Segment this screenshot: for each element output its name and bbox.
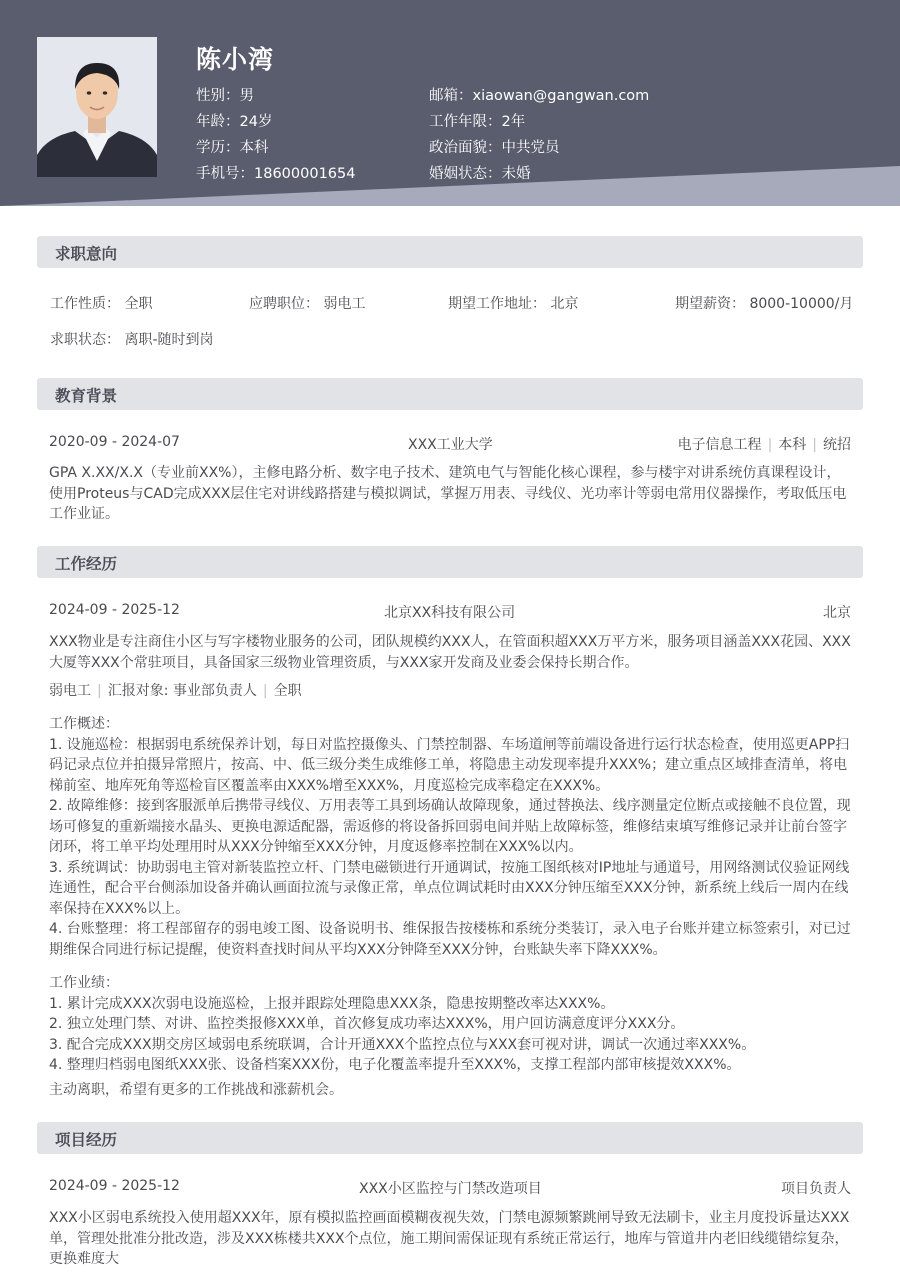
candidate-name: 陈小湾 <box>196 45 275 74</box>
work-period: 2024-09 - 2025-12 <box>49 602 180 618</box>
company-name: 北京XX科技有限公司 <box>384 605 516 621</box>
enrollment-type: 统招 <box>823 437 851 453</box>
education-meta <box>678 434 851 454</box>
achievement-item: 1. 累计完成XXX次弱电设施巡检，上报并跟踪处理隐患XXX条，隐患按期整改率达XXX%。 <box>49 995 615 1012</box>
duty-item: 3. 系统调试：协助弱电主管对新装监控立杆、门禁电磁锁进行开通调试，按施工图纸核对IP地址与通道号，用网络测试仪验证网线连通性，配合平台侧添加设备并确认画面拉流与录像正常，单点位调试耗时由XXX分钟压缩至XXX分钟，新系统上线后一周内在线率保持在XXX%以上。 <box>49 859 850 917</box>
work-role-meta <box>49 680 302 700</box>
separator: | <box>97 683 102 699</box>
company-description: XXX物业是专注商住小区与写字楼物业服务的公司，团队规模约XXX人，在管面积超XXX万平方米，服务项目涵盖XXX花园、XXX大厦等XXX个常驻项目，具备国家三级物业管理资质，与XXX家开发商及业委会保持长期合作。 <box>49 634 851 671</box>
section-job-intent <box>37 236 863 268</box>
education-period: 2020-09 - 2024-07 <box>49 434 180 450</box>
project-role: 项目负责人 <box>781 1181 851 1197</box>
profile-photo <box>37 37 157 177</box>
job-location: 期望工作地址： 北京 <box>448 296 579 312</box>
job-nature: 工作性质： 全职 <box>50 296 153 312</box>
leave-reason: 主动离职，希望有更多的工作挑战和涨薪机会。 <box>49 1082 343 1098</box>
project-description: XXX小区弱电系统投入使用超XXX年，原有模拟监控画面模糊夜视失效，门禁电源频繁跳闸导致无法刷卡，业主月度投诉量达XXX单，管理处批准分批改造，涉及XXX栋楼共XXX个点位，施工期间需保证现有系统正常运行，地库与管道井内老旧线缆错综复杂，更换难度大 <box>49 1210 850 1267</box>
job-status: 求职状态： 离职-随时到岗 <box>50 332 214 348</box>
section-title: 项目经历 <box>55 1131 118 1149</box>
duty-item: 4. 台账整理：将工程部留存的弱电竣工图、设备说明书、维保报告按楼栋和系统分类装订，录入电子台账并建立标签索引，对已过期维保合同进行标记提醒，使资料查找时间从平均XXX分钟降至XXX分钟，台账缺失率下降XXX%。 <box>49 921 851 958</box>
resume-header <box>0 0 900 206</box>
work-achievement-block <box>49 973 853 1076</box>
work-city: 北京 <box>823 605 851 621</box>
age: 年龄：24岁 <box>196 114 273 130</box>
overview-label: 工作概述： <box>49 716 119 732</box>
section-title: 教育背景 <box>55 387 118 405</box>
report-to: 汇报对象: 事业部负责人 <box>107 683 257 699</box>
project-name: XXX小区监控与门禁改造项目 <box>359 1181 542 1197</box>
job-position: 应聘职位： 弱电工 <box>249 296 366 312</box>
political-status: 政治面貌：中共党员 <box>429 140 560 156</box>
role: 弱电工 <box>49 683 91 699</box>
section-title: 工作经历 <box>55 555 118 573</box>
expected-salary: 期望薪资： 8000-10000/月 <box>675 296 854 312</box>
job-type: 全职 <box>273 683 302 699</box>
project-period: 2024-09 - 2025-12 <box>49 1178 180 1194</box>
section-work <box>37 546 863 578</box>
major: 电子信息工程 <box>677 437 762 453</box>
education-level: 学历：本科 <box>196 140 269 156</box>
separator: | <box>812 437 817 453</box>
duty-item: 2. 故障维修：接到客服派单后携带寻线仪、万用表等工具到场确认故障现象，通过替换法、线序测量定位断点或接触不良位置，现场可修复的重新端接水晶头、更换电源适配器，需返修的将设备拆回弱电间并贴上故障标签，维修结束填写维修记录并让前台签字闭环，将工单平均处理用时从XXX分钟缩至XXX分钟，月度返修率控制在XXX%以内。 <box>49 798 851 855</box>
achievement-item: 3. 配合完成XXX期交房区域弱电系统联调，合计开通XXX个监控点位与XXX套可视对讲，调试一次通过率XXX%。 <box>49 1036 756 1053</box>
separator: | <box>262 683 268 699</box>
separator: | <box>767 437 773 453</box>
work-overview-block <box>49 714 853 960</box>
section-project <box>37 1122 863 1154</box>
gender: 性别：男 <box>196 88 254 104</box>
phone: 手机号：18600001654 <box>196 166 356 182</box>
section-title: 求职意向 <box>55 245 118 263</box>
achievement-item: 4. 整理归档弱电图纸XXX张、设备档案XXX份，电子化覆盖率提升至XXX%，支撑工程部内部审核提效XXX%。 <box>49 1057 741 1073</box>
school-name: XXX工业大学 <box>408 437 493 453</box>
achievement-item: 2. 独立处理门禁、对讲、监控类报修XXX单，首次修复成功率达XXX%，用户回访满意度评分XXX分。 <box>49 1016 685 1032</box>
marital-status: 婚姻状态：未婚 <box>429 166 531 182</box>
email: 邮箱：xiaowan@gangwan.com <box>429 88 650 104</box>
achievement-label: 工作业绩： <box>49 975 119 991</box>
degree: 本科 <box>778 437 807 453</box>
duty-item: 1. 设施巡检：根据弱电系统保养计划，每日对监控摄像头、门禁控制器、车场道闸等前端设备进行运行状态检查，使用巡更APP扫码记录点位并拍摄异常照片，按高、中、低三级分类生成维修工单，将隐患主动发现率提升XXX%；建立重点区域排查清单，将电梯前室、地库死角等巡检盲区覆盖率由XXX%增至XXX%，月度巡检完成率稳定在XXX%。 <box>49 736 850 794</box>
education-description: GPA X.XX/X.X（专业前XX%），主修电路分析、数字电子技术、建筑电气与智能化核心课程，参与楼宇对讲系统仿真课程设计，使用Proteus与CAD完成XXX层住宅对讲线路搭建与模拟调试，掌握万用表、寻线仪、光功率计等弱电常用仪器操作，考取低压电工作业证。 <box>49 465 847 522</box>
section-education <box>37 378 863 410</box>
work-years: 工作年限：2年 <box>429 114 526 130</box>
